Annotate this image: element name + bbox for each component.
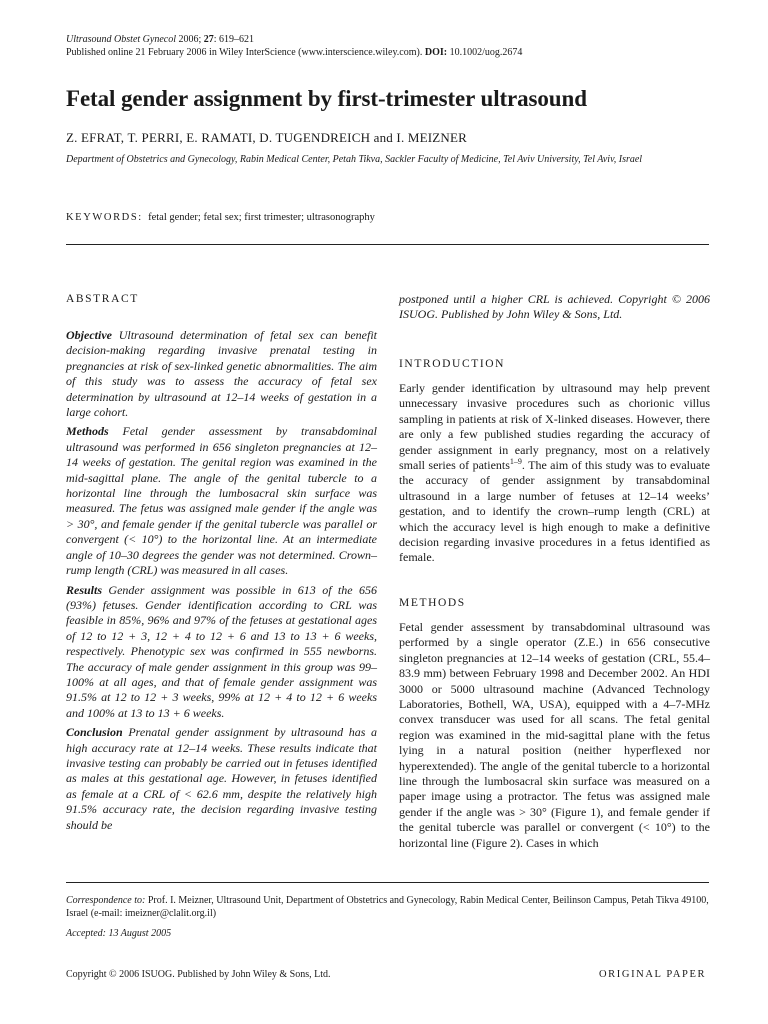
methods-heading: METHODS [399, 597, 466, 609]
doi: 10.1002/uog.2674 [447, 47, 523, 58]
abstract-continued: postponed until a higher CRL is achieved. Copyright © 2006 ISUOG. Published by John Wiley & Sons, Ltd. [399, 292, 710, 322]
keywords [66, 212, 375, 223]
article-type-label: ORIGINAL PAPER [599, 969, 707, 980]
article-title: Fetal gender assignment by first-trimester ultrasound [66, 86, 587, 111]
journal-name: Ultrasound Obstet Gynecol [66, 34, 176, 45]
journal-citation: Ultrasound Obstet Gynecol 2006; 27: 619–621 [66, 34, 255, 45]
abstract-body [66, 328, 377, 837]
keywords-text: fetal gender; fetal sex; first trimester; ultrasonography [148, 212, 375, 223]
abstract-conclusion: Conclusion Prenatal gender assignment by ultrasound has a high accuracy rate at 12–14 weeks. These results indicate that invasive testing can probably be carried out in fetuses identified as males at this gestational age. However, in fetuses identified as female at a CRL of < 62.6 mm, despite the relatively high 91.5% accuracy rate, the decision regarding invasive testing should be [66, 725, 377, 832]
accepted-date: Accepted: 13 August 2005 [66, 928, 172, 939]
introduction-heading: INTRODUCTION [399, 358, 506, 370]
copyright-notice: Copyright © 2006 ISUOG. Published by John Wiley & Sons, Ltd. [66, 969, 331, 980]
authors: Z. EFRAT, T. PERRI, E. RAMATI, D. TUGENDREICH and I. MEIZNER [66, 130, 468, 145]
methods-body: Fetal gender assessment by transabdominal ultrasound was performed by a single operator (Z.E.) in 656 consecutive singleton pregnancies at 12–14 weeks of gestation (CRL, 55.4–83.9 mm) between February 1998 and December 2002. An HDI 3000 or 5000 ultrasound machine (Advanced Technology Laboratories, Bothell, WA, USA), equipped with a 4–7-MHz convex transducer was used for all scans. The fetal genital region was examined in the mid-sagittal plane with the fetus lying in a natural position (neither hyperflexed nor hyperextended). The angle of the genital tubercle to a horizontal line through the lumbosacral skin surface was measured on a paper image using a protractor. The fetus was assigned male gender if the angle was > 30° (Figure 1), and female gender if the genital tubercle was parallel or convergent (< 10°) to the horizontal line (Figure 2). Cases in which [399, 620, 710, 850]
citation-ref: 1–9 [509, 457, 522, 467]
introduction-body: Early gender identification by ultrasound may help prevent unnecessary invasive procedures such as chorionic villus sampling in patients at risk of X-linked diseases. However, there are only a few published studies regarding the accuracy of gender assignment in early pregnancy, most on a relatively small series of patients$^{1-9}$. The aim of this study was to evaluate the accuracy of gender assignment by transabdominal ultrasound in a large number of fetuses at 12–14 weeks’ gestation, and to identify the crown–rump length (CRL) at which the accuracy level is high enough to make a definitive decision regarding invasive procedures in a fetus identified as female. [399, 381, 710, 565]
abstract-results: Results Gender assignment was possible in 613 of the 656 (93%) fetuses. Gender identification according to CRL was feasible in 85%, 96% and 97% of the fetuses at gestational ages of 12 to 12 + 3, 12 + 4 to 12 + 6 and 13 to 13 + 6 weeks, respectively. Phenotypic sex was confirmed in 555 newborns. The accuracy of male gender assignment in this group was 99–100% at all ages, and that of female gender assignment was 91.5% at 12 to 12 + 3 weeks, 99% at 12 + 4 to 12 + 6 weeks and 100% at 13 to 13 + 6 weeks. [66, 582, 377, 720]
abstract-objective: Objective Ultrasound determination of fetal sex can benefit decision-making regarding invasive prenatal testing in pregnancies at risk of sex-linked genetic abnormalities. The aim of this study was to assess the accuracy of fetal sex determination by ultrasound at 12–14 weeks of gestation in a large cohort. [66, 328, 377, 420]
affiliation: Department of Obstetrics and Gynecology, Rabin Medical Center, Petah Tikva, Sackler Faculty of Medicine, Tel Aviv University, Tel Aviv, Israel [66, 154, 643, 165]
header-divider [66, 244, 709, 245]
keywords-label: KEYWORDS: [66, 212, 143, 223]
footer-divider [66, 882, 709, 883]
abstract-methods: Methods Fetal gender assessment by transabdominal ultrasound was performed in 656 singleton pregnancies at 12–14 weeks of gestation. The genital region was examined in the mid-sagittal plane. The angle of the genital tubercle to a horizontal line through the lumbosacral skin surface was measured. The fetus was assigned male gender if the angle was > 30°, and female gender if the genital tubercle was parallel or convergent (< 10°) to the horizontal line. At an intermediate angle of 10–30 degrees the gender was not determined. Crown–rump length (CRL) was measured in all cases. [66, 424, 377, 578]
publication-info: Published online 21 February 2006 in Wiley InterScience (www.interscience.wiley.com). DOI: 10.1002/uog.2674 [66, 47, 523, 58]
correspondence: Correspondence to: Prof. I. Meizner, Ultrasound Unit, Department of Obstetrics and Gynecology, Rabin Medical Center, Beilinson Campus, Petah Tikva 49100, Israel (e-mail: imeizner@clalit.org.il) [66, 895, 709, 919]
abstract-heading: ABSTRACT [66, 293, 139, 305]
